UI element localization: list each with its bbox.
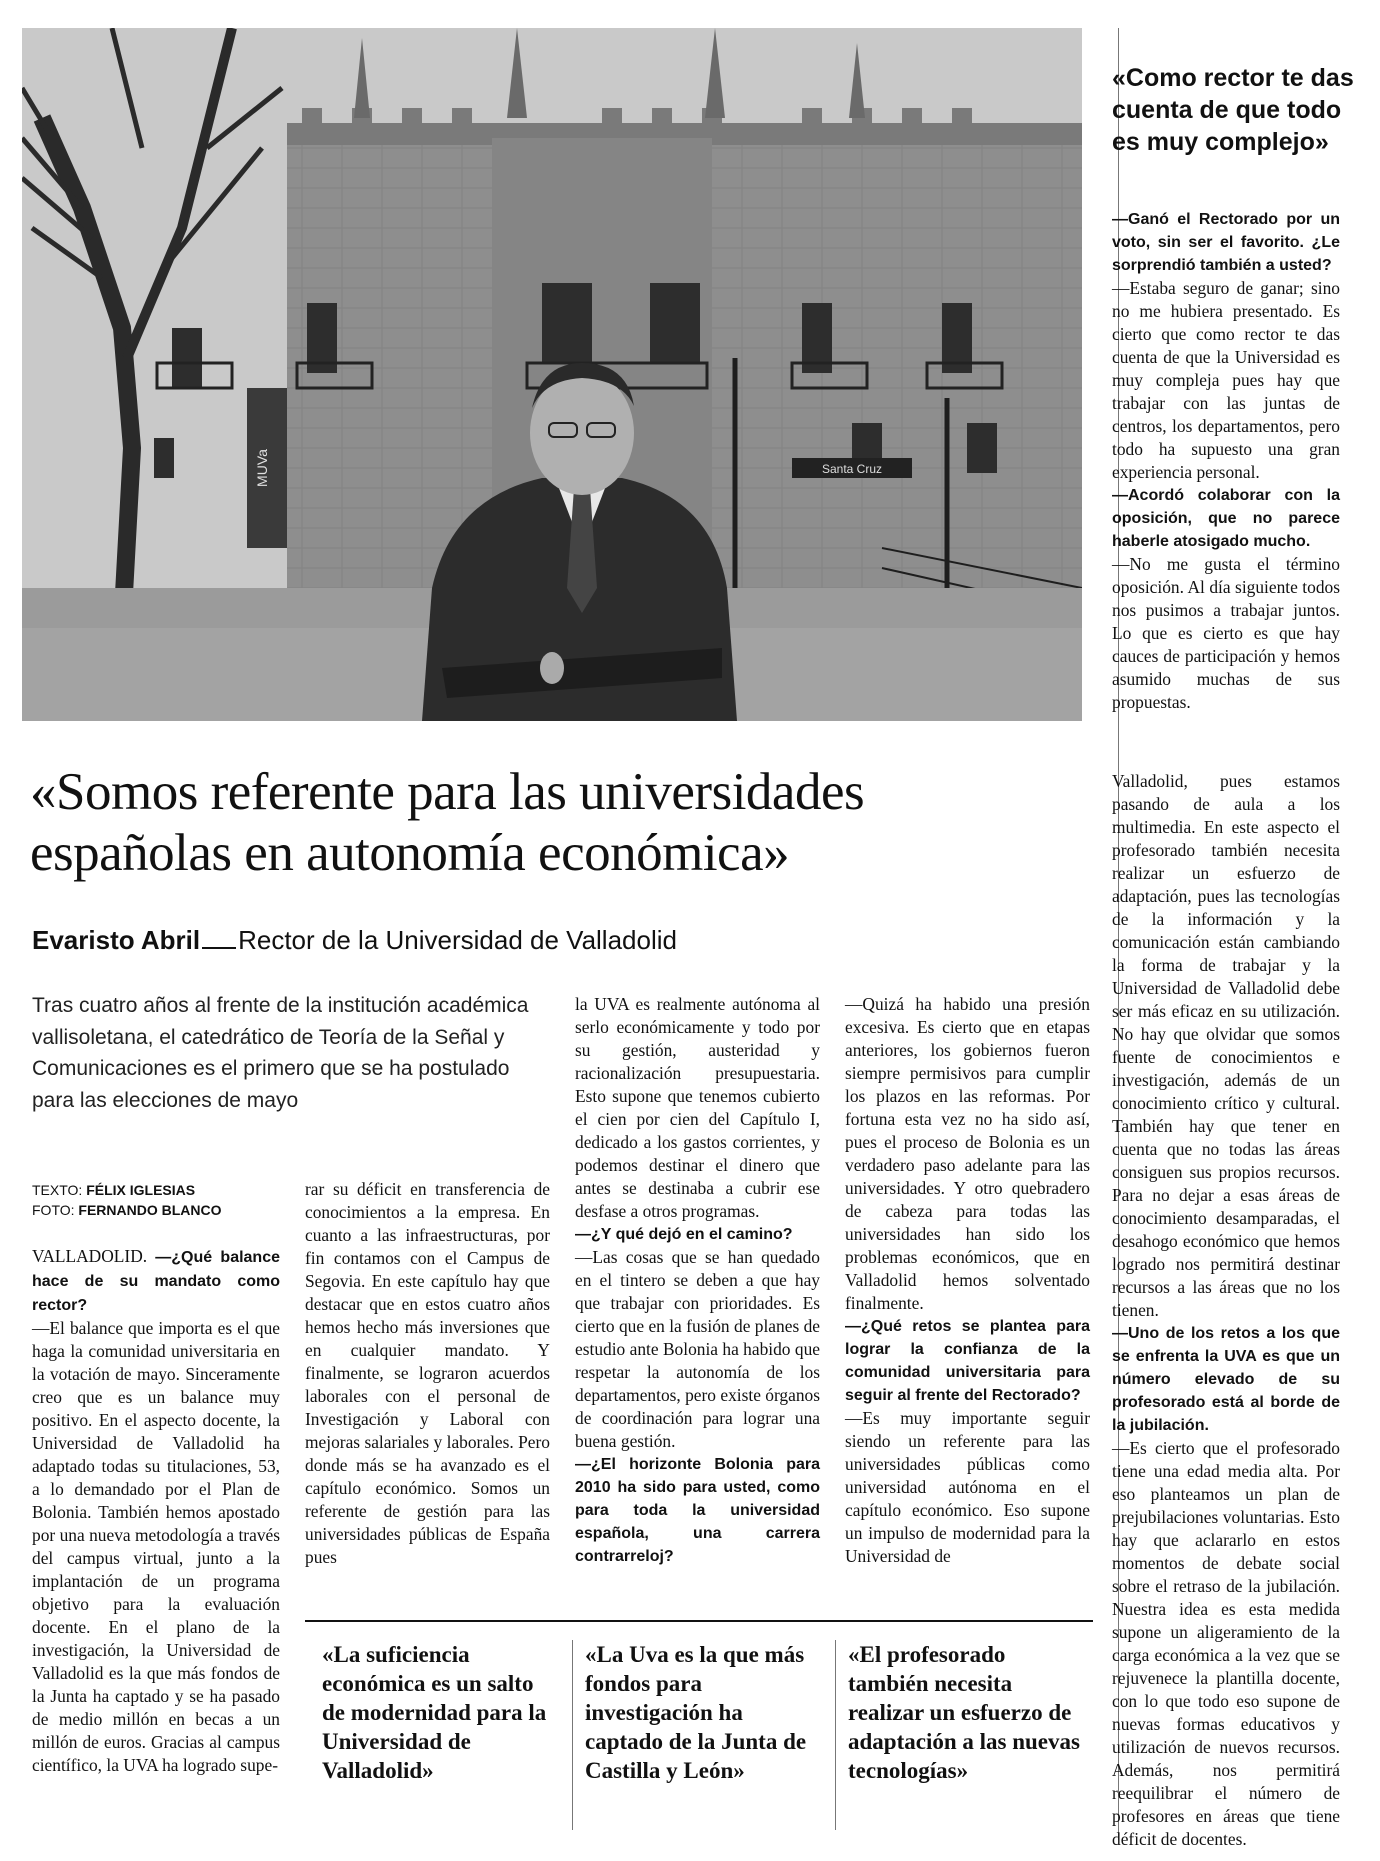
- question: —Uno de los retos a los que se enfrenta la UVA es que un número elevado de su profesorado está al borde de la jubilación.: [1112, 1325, 1340, 1434]
- byline-dash: [202, 947, 236, 949]
- credit-photo-label: FOTO:: [32, 1202, 75, 1218]
- sidebar-title-line: es muy complejo»: [1112, 128, 1329, 156]
- byline-role: Rector de la Universidad de Valladolid: [238, 925, 677, 955]
- rector-photo: [22, 28, 1082, 721]
- byline-name: Evaristo Abril: [32, 925, 201, 955]
- credit-text-label: TEXTO:: [32, 1182, 83, 1198]
- headline: [30, 762, 1090, 884]
- byline: [32, 925, 677, 956]
- question: —¿Qué retos se plantea para lograr la confianza de la comunidad universitaria para seguir al frente del Rectorado?: [845, 1318, 1090, 1404]
- pullquote-rule: [305, 1620, 1093, 1622]
- question: —¿Y qué dejó en el camino?: [575, 1226, 793, 1243]
- street-sign-text: Santa Cruz: [821, 462, 883, 476]
- credit-photo-author: FERNANDO BLANCO: [78, 1202, 222, 1218]
- sidebar-title-line: cuenta de que todo: [1112, 96, 1342, 124]
- headline-line: «Somos referente para las universidades: [30, 763, 865, 821]
- sidebar-title-line: «Como rector te das: [1112, 64, 1354, 92]
- answer: —Las cosas que se han quedado en el tintero se deben a que hay que trabajar con prioridades. Es cierto que en la fusión de planes de estudio ante Bolonia ha habido que respetar la autonomía de los departamentos, pero existe órganos de coordinación para lograr una buena gestión.: [575, 1247, 821, 1451]
- sidebar-answer: —Estaba seguro de ganar; sino no me hubiera presentado. Es cierto que como rector te das cuenta de que la Universidad es muy compleja pues hay que trabajar con las juntas de centros, los departamentos, pero todo ha supuesto una gran experiencia personal.: [1112, 278, 1340, 482]
- body-column-5: [1112, 770, 1340, 1851]
- answer: —Es muy importante seguir siendo un referente para las universidades públicas como universidad autónoma en el capítulo económico. Eso supone un impulso de modernidad para la Universidad de: [845, 1408, 1090, 1566]
- pullquote: «El profesorado también necesita realizar un esfuerzo de adaptación a las nuevas tecnologías»: [848, 1642, 1080, 1783]
- sidebar-interview: [1112, 208, 1340, 714]
- lede: Tras cuatro años al frente de la institución académica vallisoletana, el catedrático de Teoría de la Señal y Comunicaciones es el primero que se ha postulado para las elecciones de mayo: [32, 994, 529, 1112]
- answer: la UVA es realmente autónoma al serlo económicamente y todo por su gestión, austeridad y racionalización presupuestaria. Esto supone que tenemos cubierto el cien por cien del Capítulo I, dedicado a los gastos corrientes, y podemos destinar el dinero que antes se destinaba a cubrir ese desfase a otros programas.: [575, 994, 820, 1221]
- question: —¿Qué balance hace de su mandato como rector?: [32, 1249, 280, 1314]
- pullquote-divider: [572, 1640, 573, 1830]
- sidebar-question: —Ganó el Rectorado por un voto, sin ser el favorito. ¿Le sorprendió también a usted?: [1112, 211, 1340, 274]
- dateline: VALLADOLID.: [32, 1246, 148, 1266]
- sidebar-title: [1112, 62, 1362, 158]
- question: —¿El horizonte Bolonia para 2010 ha sido para usted, como para toda la universidad española, una carrera contrarreloj?: [575, 1456, 820, 1565]
- headline-line: españolas en autonomía económica»: [30, 824, 790, 882]
- pullquote-box: [310, 1640, 1090, 1830]
- answer: —El balance que importa es el que haga la comunidad universitaria en la votación de mayo. Sinceramente creo que es un balance muy positivo. En el aspecto docente, la Universidad de Valladolid ha adaptado todas su titulaciones, 53, a lo demandado por el Plan de Bolonia. También hemos apostado por una nueva metodología a través del campus virtual, junto a la implantación de un programa objetivo para la evaluación docente. En el plano de la investigación, la Universidad de Valladolid es la que más fondos de la Junta ha captado y se ha pasado de medio millón en becas a un millón de euros. Gracias al campus científico, la UVA ha logrado supe-: [32, 1318, 280, 1775]
- pullquote: «La suficiencia económica es un salto de modernidad para la Universidad de Valladolid»: [322, 1642, 547, 1783]
- pullquote: «La Uva es la que más fondos para investigación ha captado de la Junta de Castilla y León»: [585, 1642, 807, 1783]
- body-column-2: [305, 1178, 550, 1569]
- sidebar-question: —Acordó colaborar con la oposición, que no parece haberle atosigado mucho.: [1112, 487, 1340, 550]
- credits: [32, 1180, 292, 1220]
- answer: Valladolid, pues estamos pasando de aula a los multimedia. En este aspecto el profesorado también necesita realizar un esfuerzo de adaptación, pues las tecnologías de la información y la comunicación están cambiando la forma de trabajar y la Universidad de Valladolid debe ser más eficaz en su utilización. No hay que olvidar que somos fuente de conocimientos e investigación, además de un conocimiento crítico y cultural. También hay que tener en cuenta que no todas las áreas consiguen sus propios recursos. Para no dejar a esas áreas de conocimiento desamparadas, el desahogo económico que hemos logrado nos permitirá destinar recursos a las áreas que no los tienen.: [1112, 771, 1340, 1320]
- body-column-1: [32, 1245, 280, 1777]
- sidebar-answer: —No me gusta el término oposición. Al día siguiente todos nos pusimos a trabajar juntos. Lo que es cierto es que hay cauces de participación y hemos asumido muchas de sus propuestas.: [1112, 554, 1340, 712]
- body-column-4: [845, 993, 1090, 1568]
- answer: rar su déficit en transferencia de conocimientos a la empresa. En cuanto a las infraestructuras, por fin contamos con el Campus de Segovia. En este capítulo hay que destacar que en estos cuatro años hemos hecho más inversiones que en cualquier mandato. Y finalmente, se lograron acuerdos laborales con el personal de Investigación y Laboral con mejoras salariales y laborales. Pero donde más se ha avanzado es el capítulo económico. Somos un referente de gestión para las universidades públicas de España pues: [305, 1179, 550, 1567]
- credit-text-author: FÉLIX IGLESIAS: [86, 1182, 196, 1198]
- pullquote-divider: [835, 1640, 836, 1830]
- body-column-3: [575, 993, 820, 1568]
- answer: —Quizá ha habido una presión excesiva. Es cierto que en etapas anteriores, los gobiernos fueron siempre permisivos para cumplir los plazos en las reformas. Por fortuna esta vez no ha sido así, pues el proceso de Bolonia es un verdadero paso adelante para las universidades. Y otro quebradero de cabeza para todas las universidades han sido los problemas económicos, que en Valladolid hemos solventado finalmente.: [845, 994, 1090, 1313]
- museum-banner-text: MUVa: [254, 449, 270, 487]
- answer: —Es cierto que el profesorado tiene una edad media alta. Por eso planteamos un plan de prejubilaciones voluntarias. Esto hay que aclararlo en estos momentos de debate social sobre el retraso de la jubilación. Nuestra idea es esta medida supone un aligeramiento de la carga económica a la vez que se rejuvenece la plantilla docente, con lo que todo eso supone de nuevas formas educativos y utilización de nuevos recursos. Además, nos permitirá reequilibrar el número de profesores en áreas que tiene déficit de docentes.: [1112, 1438, 1340, 1849]
